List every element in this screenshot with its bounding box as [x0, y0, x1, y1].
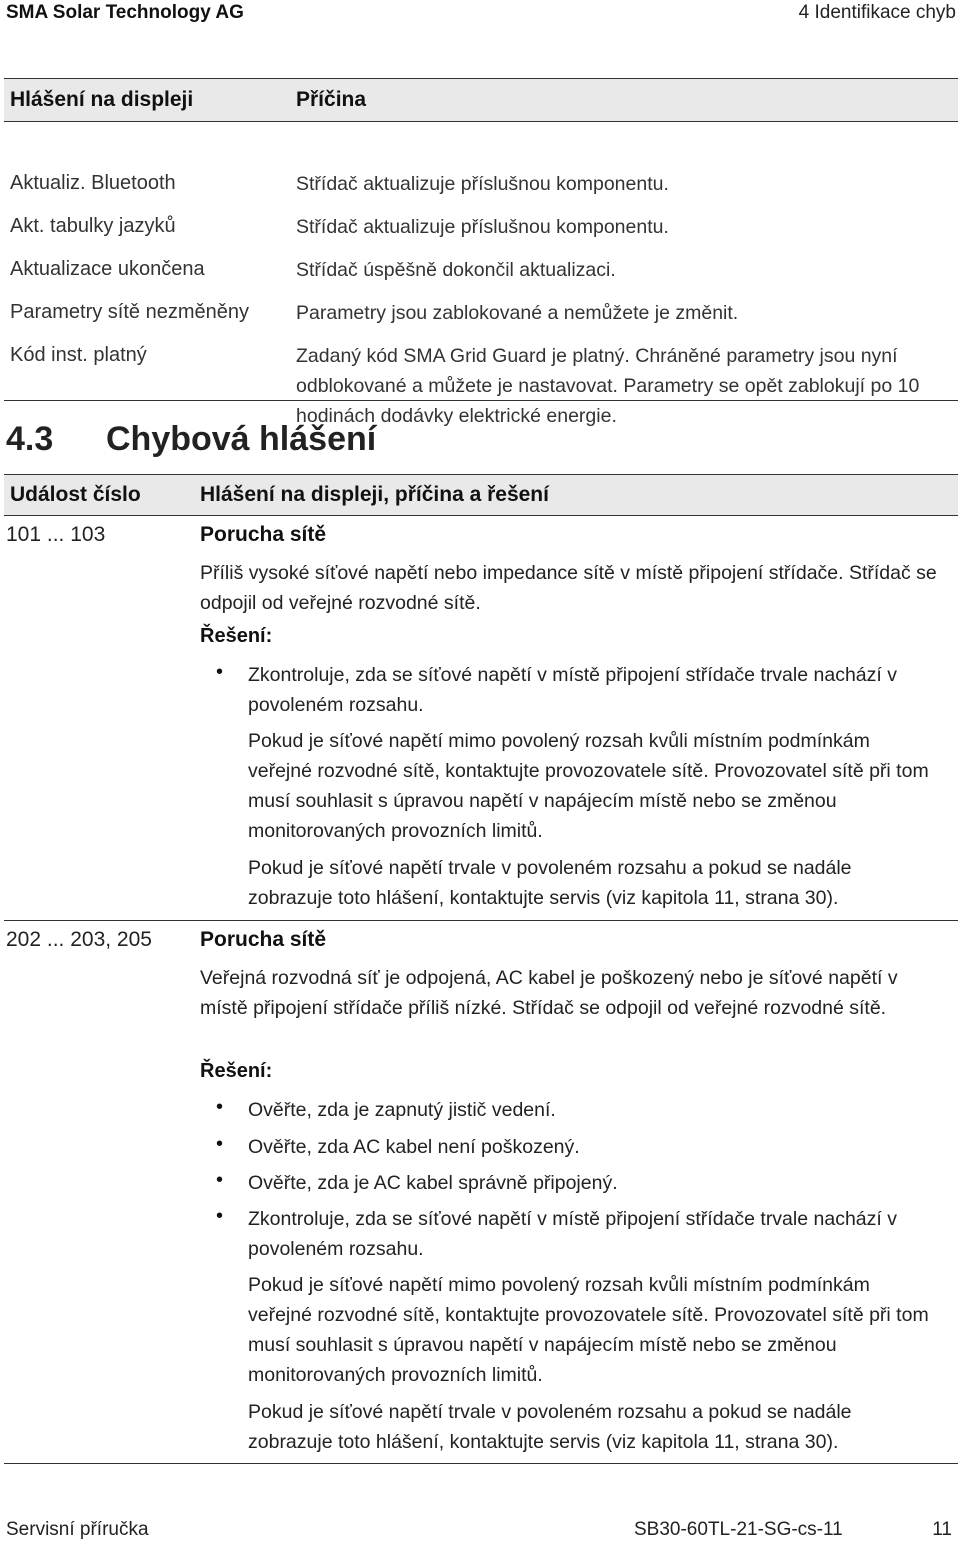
status-table-col-cause: Příčina	[296, 88, 367, 111]
bullet-text: Ověřte, zda je zapnutý jistič vedení.	[248, 1099, 556, 1121]
bullet-note: Pokud je síťové napětí mimo povolený rozsah kvůli místním podmínkám veřejné rozvodné sítě, kontaktujte provozovatele sítě. Provozovatel sítě při tom musí souhlasit s úpravou napětí v napájecím místě nebo se změnou monitorovaných provozních limitů.	[248, 730, 929, 842]
header-company: SMA Solar Technology AG	[6, 2, 244, 23]
row-cause: Střídač aktualizuje příslušnou komponentu.	[296, 216, 669, 238]
row-cause: Zadaný kód SMA Grid Guard je platný. Chráněné parametry jsou nyní odblokované a můžete je nastavovat. Parametry se opět zablokují po 10 hodinách dodávky elektrické energie.	[296, 345, 920, 427]
event-cause: Příliš vysoké síťové napětí nebo impedance sítě v místě připojení střídače. Střídač se odpojil od veřejné rozvodné sítě.	[200, 562, 937, 614]
row-message: Kód inst. platný	[10, 344, 147, 366]
status-table	[4, 78, 958, 427]
table-divider	[4, 1463, 958, 1464]
error-table-col-event: Událost číslo	[10, 483, 141, 506]
bullet-text: Zkontroluje, zda se síťové napětí v místě připojení střídače trvale nachází v povoleném rozsahu.	[248, 664, 897, 716]
section-number: 4.3	[6, 420, 54, 458]
event-title: Porucha sítě	[200, 523, 327, 546]
row-message: Aktualiz. Bluetooth	[10, 172, 176, 194]
error-table-col-message: Hlášení na displeji, příčina a řešení	[200, 483, 549, 506]
bullet-text: Zkontroluje, zda se síťové napětí v místě připojení střídače trvale nachází v povoleném rozsahu.	[248, 1208, 897, 1260]
section-title: Chybová hlášení	[106, 420, 377, 458]
status-table-header	[4, 78, 958, 122]
bullet-icon: •	[216, 1096, 224, 1118]
table-divider	[4, 920, 958, 921]
footer-doc-title: Servisní příručka	[6, 1519, 149, 1540]
bullet-text: Ověřte, zda AC kabel není poškozený.	[248, 1136, 580, 1158]
row-cause: Střídač úspěšně dokončil aktualizaci.	[296, 259, 616, 281]
bullet-icon: •	[216, 1133, 224, 1155]
row-message: Aktualizace ukončena	[10, 258, 205, 280]
footer-page-number: 11	[932, 1519, 952, 1540]
event-cause: Veřejná rozvodná síť je odpojená, AC kabel je poškozený nebo je síťové napětí v místě připojení střídače příliš nízké. Střídač se odpojil od veřejné rozvodné sítě.	[200, 967, 898, 1019]
bullet-icon: •	[216, 661, 224, 683]
bullet-icon: •	[216, 1169, 224, 1191]
status-table-col-message: Hlášení na displeji	[10, 88, 194, 111]
bullet-note: Pokud je síťové napětí trvale v povoleném rozsahu a pokud se nadále zobrazuje toto hlášení, kontaktujte servis (viz kapitola 11, strana 30).	[248, 857, 852, 909]
row-cause: Střídač aktualizuje příslušnou komponentu.	[296, 173, 669, 195]
bullet-icon: •	[216, 1205, 224, 1227]
event-number: 101 ... 103	[6, 523, 106, 546]
error-table-header	[4, 474, 958, 516]
footer-doc-code: SB30-60TL-21-SG-cs-11	[634, 1519, 843, 1540]
solution-label: Řešení:	[200, 1060, 273, 1082]
bullet-text: Ověřte, zda je AC kabel správně připojený.	[248, 1172, 618, 1194]
row-message: Akt. tabulky jazyků	[10, 215, 176, 237]
solution-label: Řešení:	[200, 625, 273, 647]
row-cause: Parametry jsou zablokované a nemůžete je změnit.	[296, 302, 739, 324]
bullet-note: Pokud je síťové napětí mimo povolený rozsah kvůli místním podmínkám veřejné rozvodné sítě, kontaktujte provozovatele sítě. Provozovatel sítě při tom musí souhlasit s úpravou napětí v napájecím místě nebo se změnou monitorovaných provozních limitů.	[248, 1274, 929, 1386]
header-chapter: 4 Identifikace chyb	[798, 2, 956, 23]
table-divider	[4, 400, 958, 401]
event-number: 202 ... 203, 205	[6, 928, 152, 951]
bullet-note: Pokud je síťové napětí trvale v povoleném rozsahu a pokud se nadále zobrazuje toto hlášení, kontaktujte servis (viz kapitola 11, strana 30).	[248, 1401, 852, 1453]
event-title: Porucha sítě	[200, 928, 327, 951]
row-message: Parametry sítě nezměněny	[10, 301, 249, 323]
section-heading	[6, 420, 376, 459]
